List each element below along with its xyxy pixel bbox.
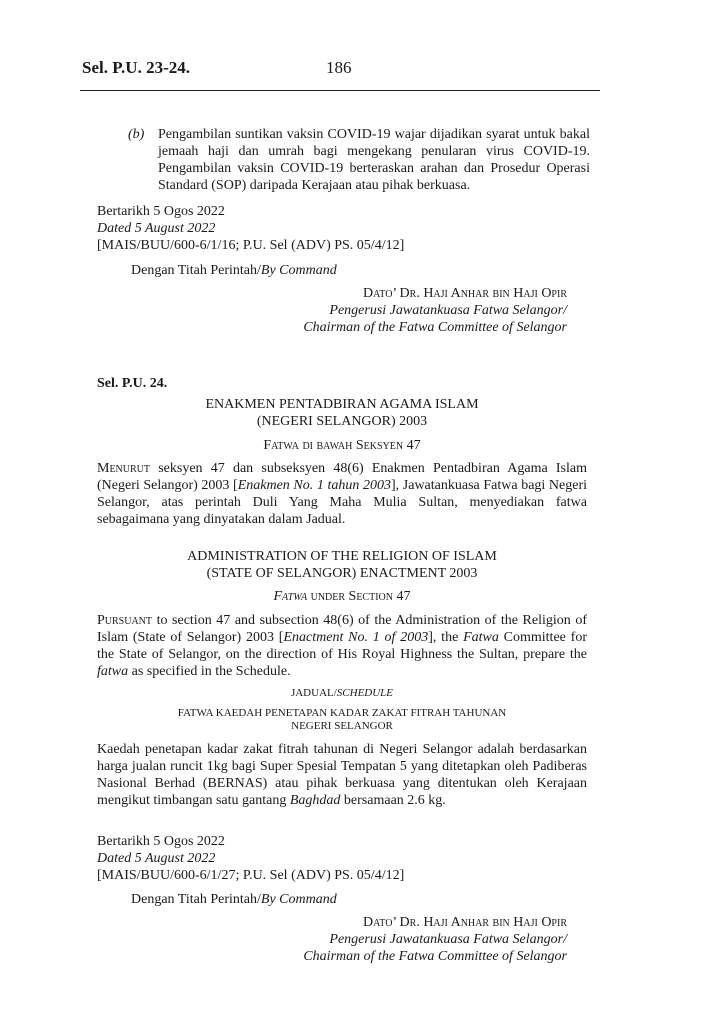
command-english: By Command — [260, 263, 337, 278]
para-text: seksyen 47 dan subseksyen 48(6) Enakmen Pentadbiran Agama Islam (Negeri Selangor) 2003 [ — [97, 461, 587, 493]
title-line: ADMINISTRATION OF THE RELIGION OF ISLAM — [187, 549, 497, 564]
title-line: (STATE OF SELANGOR) ENACTMENT 2003 — [206, 566, 478, 581]
para-text: ], Jawatankuasa Fatwa bagi Negeri Selangor, atas perintah Duli Yang Maha Mulia Sultan, menyediakan fatwa sebagaimana yang dinyatakan dalam Jadual. — [97, 478, 588, 527]
para-italic: Enactment No. 1 of 2003 — [283, 630, 429, 645]
by-command-1 — [131, 262, 337, 279]
paragraph-english — [97, 612, 587, 680]
schedule-malay: JADUAL/ — [290, 687, 337, 699]
para-italic: Enakmen No. 1 tahun 2003 — [237, 478, 391, 493]
para-italic: Fatwa — [463, 630, 499, 645]
signer-title-english: Chairman of the Fatwa Committee of Selangor — [303, 320, 567, 335]
para-text: ], the — [428, 630, 464, 645]
schedule-text-part: bersamaan 2.6 kg. — [340, 793, 446, 808]
title-line: (NEGERI SELANGOR) 2003 — [256, 414, 428, 429]
list-item-b — [128, 126, 590, 194]
lead-word: Pursuant — [97, 613, 153, 628]
schedule-text-italic: Baghdad — [289, 793, 341, 808]
date-english-1: Dated 5 August 2022 — [97, 221, 216, 236]
date-english-2: Dated 5 August 2022 — [97, 851, 216, 866]
para-text: to section 47 and subsection 48(6) of the Administration of the Religion of Islam (State of Selangor) 2003 [ — [97, 613, 587, 645]
signer-title-malay: Pengerusi Jawatankuasa Fatwa Selangor/ — [329, 303, 567, 318]
section-reference: Sel. P.U. 24. — [97, 376, 168, 391]
reference-1: [MAIS/BUU/600-6/1/16; P.U. Sel (ADV) PS. 05/4/12] — [97, 238, 405, 253]
subtitle-italic: Fatwa — [273, 589, 308, 604]
date-malay-1: Bertarikh 5 Ogos 2022 — [97, 204, 225, 219]
lead-word: Menurut — [97, 461, 150, 476]
signature-block-2 — [250, 914, 567, 965]
enactment-title-malay — [97, 396, 587, 430]
command-english: By Command — [260, 892, 337, 907]
schedule-title-line: FATWA KAEDAH PENETAPAN KADAR ZAKAT FITRAH TAHUNAN — [177, 707, 507, 719]
subtitle-english — [97, 588, 587, 605]
item-text: Pengambilan suntikan vaksin COVID-19 wajar dijadikan syarat untuk bakal jemaah haji dan umrah bagi mengekang penularan virus COVID-19. Pengambilan vaksin COVID-19 berteraskan arahan dan Prosedur Operasi Standard (SOP) daripada Kerajaan atau pihak berkuasa. — [158, 127, 590, 193]
signer-name: Dato’ Dr. Haji Anhar bin Haji Opir — [363, 915, 567, 930]
header-reference: Sel. P.U. 23-24. — [82, 58, 190, 77]
para-text: as specified in the Schedule. — [128, 664, 291, 679]
signer-name: Dato’ Dr. Haji Anhar bin Haji Opir — [363, 286, 567, 301]
para-italic: fatwa — [97, 664, 129, 679]
signature-block-1 — [250, 285, 567, 336]
schedule-text-part: Kaedah penetapan kadar zakat fitrah tahunan di Negeri Selangor adalah berdasarkan harga jualan runcit 1kg bagi Super Spesial Tempatan 5 yang ditetapkan oleh Padiberas Nasional Berhad (BERNAS) atau pihak berkuasa yang ditentukan oleh Kerajaan mengikut timbangan satu gantang — [97, 742, 587, 808]
header-rule — [80, 90, 600, 91]
subtitle-text: under Section 47 — [307, 589, 411, 604]
signer-title-malay: Pengerusi Jawatankuasa Fatwa Selangor/ — [329, 932, 567, 947]
schedule-title-line: NEGERI SELANGOR — [291, 720, 393, 732]
by-command-2 — [131, 891, 337, 908]
signer-title-english: Chairman of the Fatwa Committee of Selangor — [303, 949, 567, 964]
schedule-heading — [97, 687, 587, 700]
reference-2: [MAIS/BUU/600-6/1/27; P.U. Sel (ADV) PS. 05/4/12] — [97, 868, 405, 883]
enactment-title-english — [97, 548, 587, 582]
schedule-english: SCHEDULE — [336, 687, 394, 699]
date-malay-2: Bertarikh 5 Ogos 2022 — [97, 834, 225, 849]
page-number: 186 — [326, 58, 352, 77]
para-text: Committee for the State of Selangor, on the direction of His Royal Highness the Sultan, prepare the — [97, 630, 587, 662]
schedule-title — [97, 707, 587, 733]
command-malay: Dengan Titah Perintah/ — [131, 892, 261, 907]
paragraph-malay — [97, 460, 587, 528]
item-label: (b) — [128, 127, 145, 142]
schedule-text — [97, 741, 587, 809]
title-line: ENAKMEN PENTADBIRAN AGAMA ISLAM — [205, 397, 479, 412]
command-malay: Dengan Titah Perintah/ — [131, 263, 261, 278]
subtitle-malay: Fatwa di bawah Seksyen 47 — [263, 438, 421, 453]
